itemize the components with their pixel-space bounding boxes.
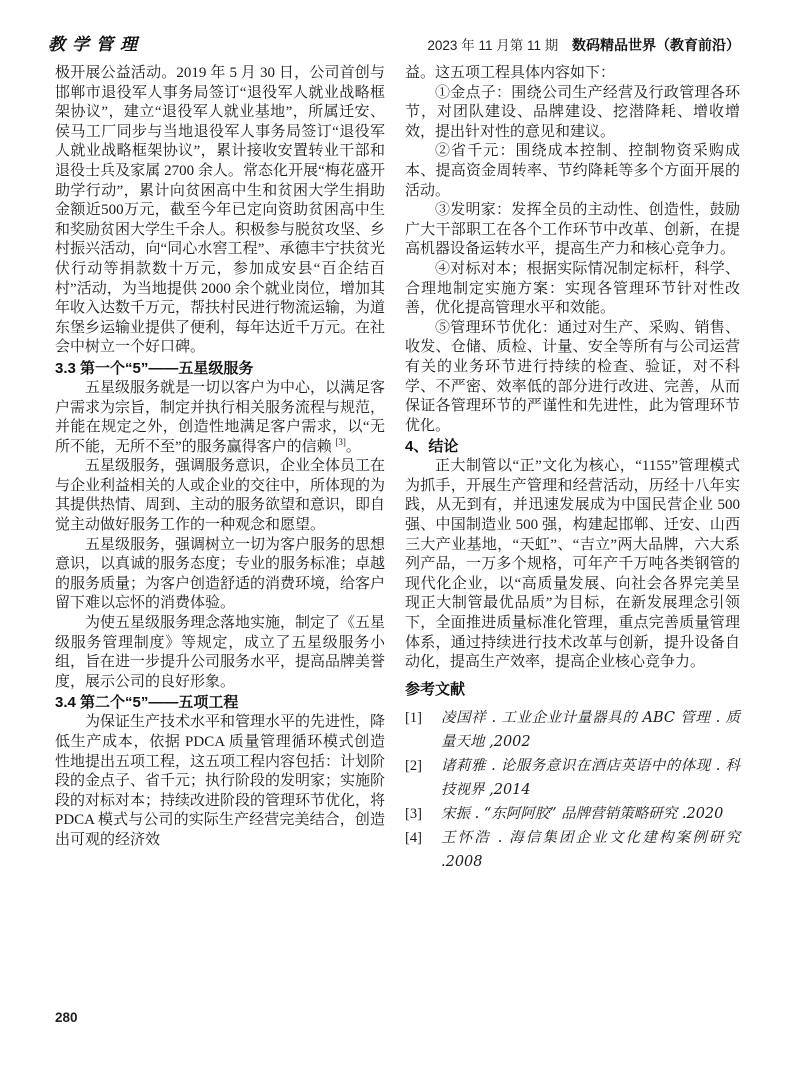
- reference-text: 宋振 . “东阿阿胶” 品牌营销策略研究 .2020: [441, 805, 724, 822]
- reference-item: [405, 754, 740, 802]
- paragraph: 为保证生产技术水平和管理水平的先进性，降低生产成本，依据 PDCA 质量管理循环模式创造性地提出五项工程，这五项工程内容包括：计划阶段的金点子、省千元；执行阶段的发明家；实施阶段的对标对本；持续改进阶段的管理环节优化，将 PDCA 模式与公司的实际生产经营完美结合，创造出可观的经济效: [55, 714, 386, 848]
- section-heading-3-3: 3.3 第一个“5”——五星级服务: [55, 359, 254, 377]
- page-header: [48, 30, 740, 55]
- left-column: [55, 64, 385, 874]
- reference-label: [4]: [405, 829, 422, 846]
- list-item-paragraph: ①金点子：围绕公司生产经营及行政管理各环节，对团队建设、品牌建设、挖潜降耗、增收增效，提出针对性的意见和建议。: [405, 84, 740, 140]
- list-item-paragraph: ④对标对本；根据实际情况制定标杆，科学、合理地制定实施方案：实现各管理环节针对性改善，优化提高管理水平和效能。: [405, 260, 740, 317]
- citation-mark: [3]: [335, 436, 346, 447]
- right-column: [405, 64, 740, 874]
- paragraph-text: 五星级服务就是一切以客户为中心，以满足客户需求为宗旨，制定并执行相关服务流程与规范，并能在规定之外，创造性地满足客户需求，以“无所不能，无所不至”的服务赢得客户的信赖: [55, 379, 386, 455]
- reference-item: [405, 826, 740, 874]
- reference-item: [405, 802, 740, 826]
- page-number: 280: [55, 1010, 78, 1025]
- column-title: 教学管理: [48, 35, 144, 55]
- list-item-paragraph: ⑤管理环节优化：通过对生产、采购、销售、收发、仓储、质检、计量、安全等所有与公司运营有关的业务环节进行持续的检查、验证，对不科学、不严密、效率低的部分进行改进、完善，从而保证各管理环节的严谨性和先进性，此为管理环节优化。: [405, 319, 740, 434]
- article-body: [55, 64, 740, 874]
- issue-info: 2023 年 11 月第 11 期: [427, 38, 559, 53]
- paragraph: [55, 379, 385, 457]
- list-item-paragraph: ③发明家：发挥全员的主动性、创造性，鼓励广大干部职工在各个工作环节中改革、创新，在提高机器设备运转水平，提高生产力和核心竞争力。: [405, 202, 740, 258]
- section-heading-4: 4、结论: [405, 438, 459, 456]
- reference-label: [3]: [405, 805, 422, 822]
- reference-label: [2]: [405, 757, 422, 774]
- reference-label: [1]: [405, 709, 422, 726]
- references-heading: 参考文献: [405, 680, 466, 698]
- paragraph: 五星级服务，强调服务意识，企业全体员工在与企业利益相关的人或企业的交往中，所体现的为其提供热情、周到、主动的服务欲望和意识，即自觉主动做好服务工作的一种观念和愿望。: [55, 458, 386, 534]
- paragraph: 五星级服务，强调树立一切为客户服务的思想意识，以真诚的服务态度；专业的服务标准；卓越的服务质量；为客户创造舒适的消费环境，给客户留下难以忘怀的消费体验。: [55, 536, 386, 612]
- paragraph: 极开展公益活动。2019 年 5 月 30 日，公司首创与邯郸市退役军人事务局签订“退役军人就业战略框架协议”，建立“退役军人就业基地”，所属迁安、侯马工厂同步与当地退役军人事务局签订“退役军人就业战略框架协议”，累计接收安置转业干部和退役士兵及家属 2700 余人。常态化开展“梅花盛开助学行动”，累计向贫困高中生和贫困大学生捐助金额近500万元，截至今年已定向资助贫困高中生和奖励贫困大学生千余人。积极参与脱贫攻坚、乡村振兴活动，向“同心水窖工程”、承德丰宁扶贫光伏行动等捐款数十万元，参加成安县“百企结百村”活动，为当地提供 2000 余个就业岗位，增加其年收入达数千万元，帮扶村民进行物流运输，为道东堡乡运输业提供了便利，每年达近千万元。在社会中树立一个好口碑。: [55, 65, 386, 356]
- reference-text: 诸莉雅 . 论服务意识在酒店英语中的体现 . 科技视界 ,2014: [441, 757, 740, 798]
- reference-text: 王怀浩 . 海信集团企业文化建构案例研究 .2008: [441, 829, 740, 870]
- reference-list: [405, 706, 740, 874]
- reference-item: [405, 706, 740, 754]
- section-heading-3-4: 3.4 第二个“5”——五项工程: [55, 694, 239, 712]
- journal-name: 数码精品世界（教育前沿）: [572, 37, 740, 53]
- paragraph-text: 。: [345, 438, 361, 455]
- reference-text: 凌国祥 . 工业企业计量器具的 ABC 管理 . 质量天地 ,2002: [441, 709, 740, 750]
- paragraph: 正大制管以“正”文化为核心，“1155”管理模式为抓手，开展生产管理和经营活动，历经十八年实践，从无到有，并迅速发展成为中国民营企业 500 强、中国制造业 500 强，构建起邯郸、迁安、山西三大产业基地，“天虹”、“吉立”两大品牌，六大系列产品，一万多个规格，可年产千万吨各类钢管的现代化企业，以“高质量发展、向社会各界完美呈现正大制管最优品质”为目标，在新发展理念引领下，全面推进质量标准化管理，重点完善质量管理体系，通过持续进行技术改革与创新，提升设备自动化，提高生产效率，提高企业核心竞争力。: [405, 458, 740, 671]
- list-item-paragraph: ②省千元：围绕成本控制、控制物资采购成本、提高资金周转率、节约降耗等多个方面开展的活动。: [405, 143, 740, 199]
- paragraph: 益。这五项工程具体内容如下：: [405, 65, 616, 81]
- paragraph: 为使五星级服务理念落地实施，制定了《五星级服务管理制度》等规定，成立了五星级服务小组，旨在进一步提升公司服务水平，提高品牌美誉度，展示公司的良好形象。: [55, 615, 386, 690]
- header-issue-line: [427, 34, 740, 55]
